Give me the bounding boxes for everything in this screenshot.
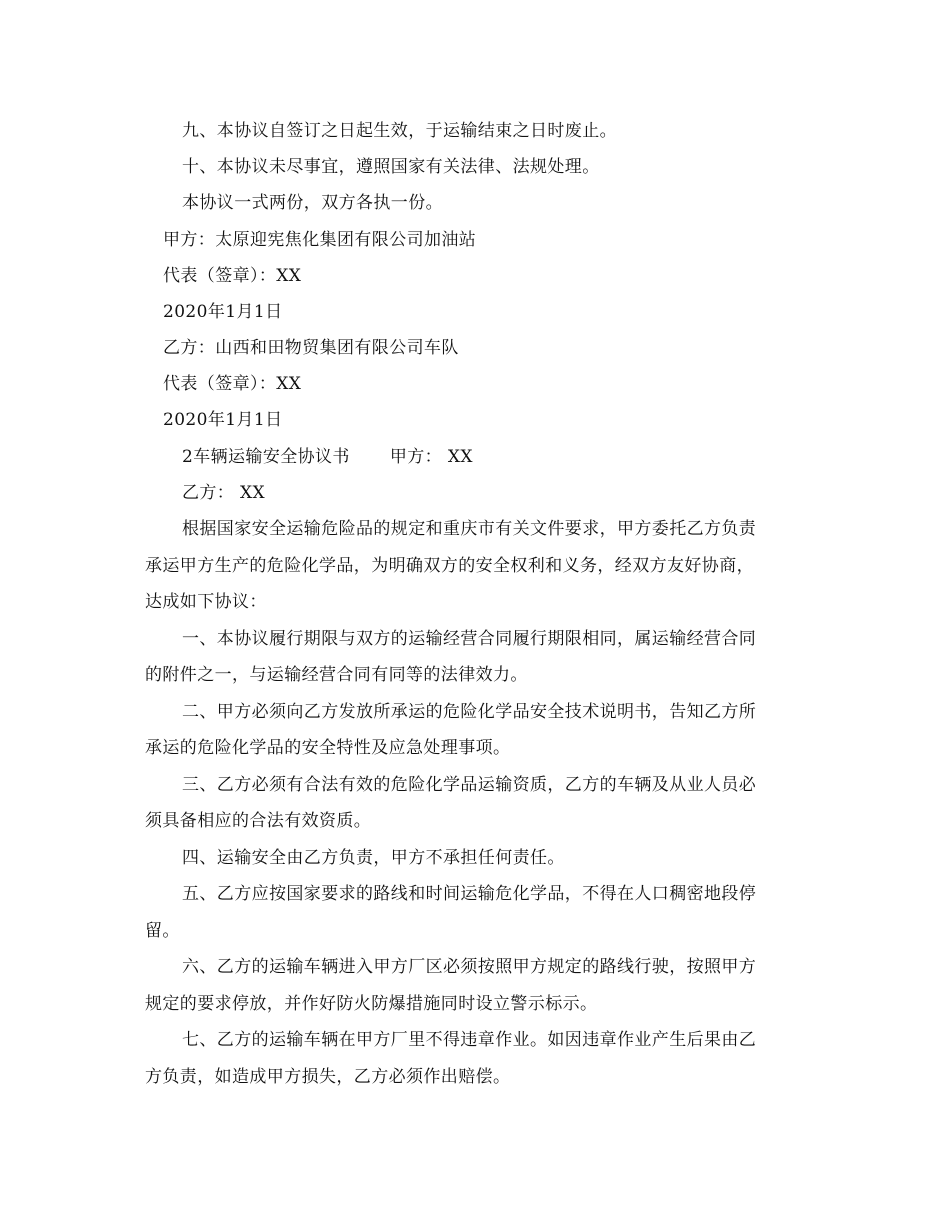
second-agreement-party-a: 甲方： XX bbox=[389, 447, 473, 467]
clause-line: 四、运输安全由乙方负责，甲方不承担任何责任。 bbox=[182, 848, 565, 868]
clause-line: 规定的要求停放，并作好防火防爆措施同时设立警示标示。 bbox=[145, 994, 598, 1014]
party-a-representative: 代表（签章）：XX bbox=[163, 266, 302, 286]
clause-ten: 十、本协议未尽事宜，遵照国家有关法律、法规处理。 bbox=[182, 157, 600, 177]
clause-line: 方负责，如造成甲方损失，乙方必须作出赔偿。 bbox=[145, 1067, 511, 1087]
second-agreement-party-b: 乙方： XX bbox=[182, 483, 266, 503]
clause-line: 留。 bbox=[145, 921, 180, 941]
copies-statement: 本协议一式两份，双方各执一份。 bbox=[182, 193, 443, 213]
clause-nine: 九、本协议自签订之日起生效，于运输结束之日时废止。 bbox=[182, 121, 617, 141]
party-b-name: 乙方：山西和田物贸集团有限公司车队 bbox=[163, 338, 459, 358]
second-agreement-heading bbox=[182, 446, 473, 468]
clause-line: 一、本协议履行期限与双方的运输经营合同履行期限相同，属运输经营合同 bbox=[182, 629, 757, 649]
clause-line: 须具备相应的合法有效资质。 bbox=[145, 811, 372, 831]
intro-line: 承运甲方生产的危险化学品，为明确双方的安全权利和义务，经双方友好协商， bbox=[145, 556, 754, 576]
intro-line: 达成如下协议： bbox=[145, 592, 267, 612]
clause-line: 五、乙方应按国家要求的路线和时间运输危化学品，不得在人口稠密地段停 bbox=[182, 884, 757, 904]
party-b-representative: 代表（签章）：XX bbox=[163, 374, 302, 394]
second-agreement-title: 2车辆运输安全协议书 bbox=[182, 447, 350, 467]
clause-line: 的附件之一，与运输经营合同有同等的法律效力。 bbox=[145, 665, 528, 685]
clause-line: 七、乙方的运输车辆在甲方厂里不得违章作业。如因违章作业产生后果由乙 bbox=[182, 1030, 757, 1050]
clause-line: 三、乙方必须有合法有效的危险化学品运输资质，乙方的车辆及从业人员必 bbox=[182, 775, 757, 795]
party-b-date: 2020年1月1日 bbox=[163, 410, 283, 430]
intro-line: 根据国家安全运输危险品的规定和重庆市有关文件要求，甲方委托乙方负责 bbox=[182, 519, 757, 539]
clause-line: 二、甲方必须向乙方发放所承运的危险化学品安全技术说明书，告知乙方所 bbox=[182, 702, 757, 722]
party-a-date: 2020年1月1日 bbox=[163, 302, 283, 322]
clause-line: 六、乙方的运输车辆进入甲方厂区必须按照甲方规定的路线行驶，按照甲方 bbox=[182, 957, 757, 977]
party-a-name: 甲方：太原迎宪焦化集团有限公司加油站 bbox=[163, 230, 477, 250]
clause-line: 承运的危险化学品的安全特性及应急处理事项。 bbox=[145, 738, 511, 758]
